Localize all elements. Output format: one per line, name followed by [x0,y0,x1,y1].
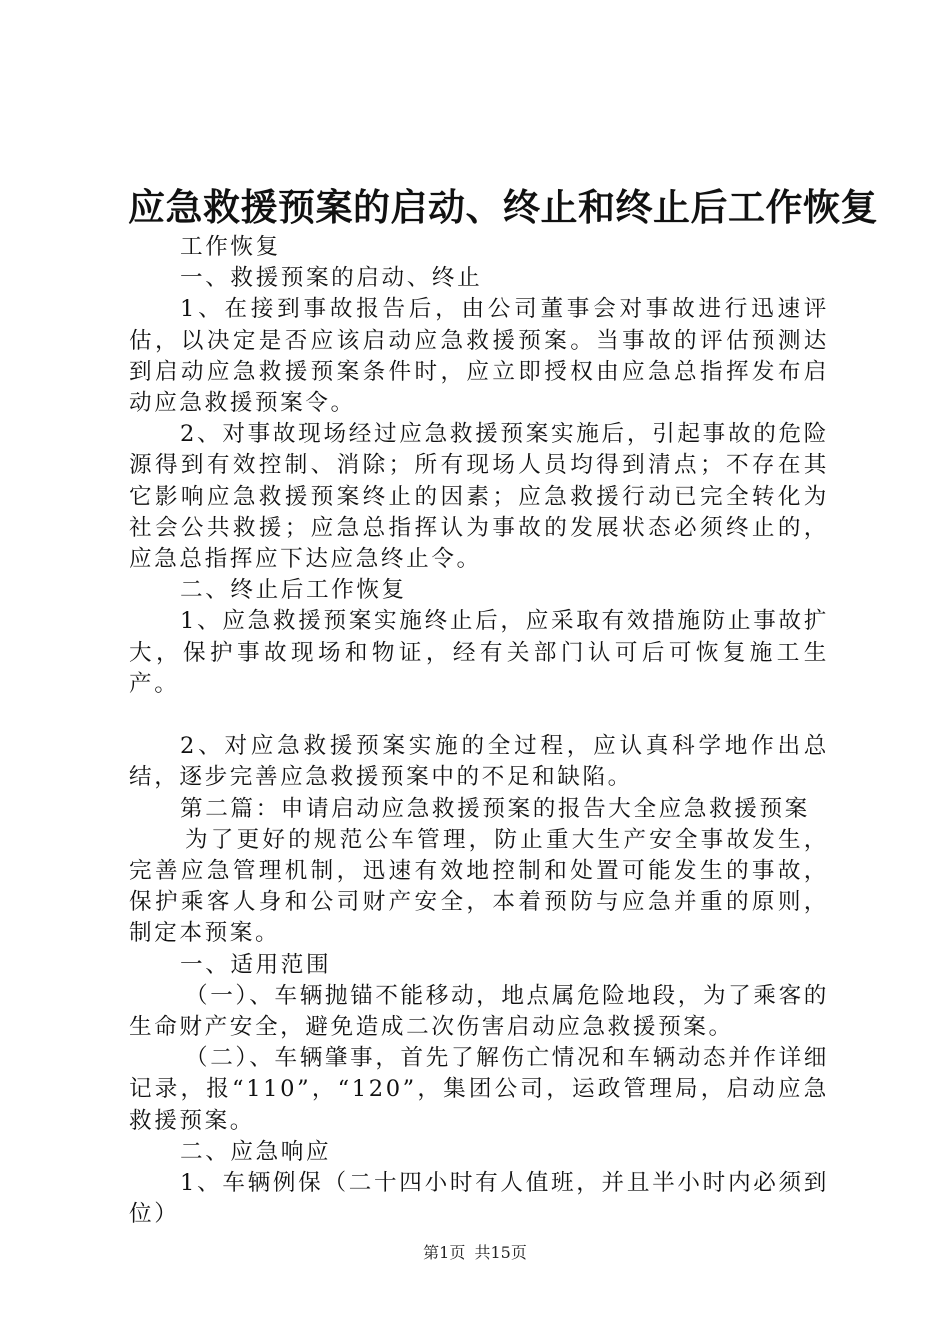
chapter-heading: 第二篇：申请启动应急救援预案的报告大全应急救援预案 [180,795,810,822]
paragraph: 2、对应急救援预案实施的全过程，应认真科学地作出总结，逐步完善应急救援预案中的不足和缺陷。 [129,733,829,791]
paragraph: 2、对事故现场经过应急救援预案实施后，引起事故的危险源得到有效控制、消除；所有现场人员均得到清点；不存在其它影响应急救援预案终止的因素；应急救援行动已完全转化为社会公共救援；应急总指挥认为事故的发展状态必须终止的，应急总指挥应下达应急终止令。 [129,421,829,573]
page-number: 第1页 [423,1243,466,1262]
paragraph-spacer [129,700,829,731]
paragraph-intro-heading: 工作恢复 [180,234,281,260]
section-heading-start-stop: 一、救援预案的启动、终止 [180,265,483,292]
document-body [129,232,829,1230]
paragraph: 1、车辆例保（二十四小时有人值班，并且半小时内必须到位） [129,1170,829,1228]
section-heading-response: 二、应急响应 [180,1138,332,1165]
section-heading-recovery: 二、终止后工作恢复 [180,577,407,604]
document-title: 应急救援预案的启动、终止和终止后工作恢复 [128,186,878,229]
page-footer [0,1243,950,1263]
paragraph: 为了更好的规范公车管理，防止重大生产安全事故发生，完善应急管理机制，迅速有效地控制和处置可能发生的事故，保护乘客人身和公司财产安全，本着预防与应急并重的原则，制定本预案。 [129,826,829,947]
paragraph: （二）、车辆肇事，首先了解伤亡情况和车辆动态并作详细记录，报“110”，“120”，集团公司，运政管理局，启动应急救援预案。 [129,1045,829,1134]
paragraph: 1、应急救援预案实施终止后，应采取有效措施防止事故扩大，保护事故现场和物证，经有关部门认可后可恢复施工生产。 [129,608,829,697]
page-total: 共15页 [474,1243,527,1262]
paragraph: 1、在接到事故报告后，由公司董事会对事故进行迅速评估，以决定是否应该启动应急救援预案。当事故的评估预测达到启动应急救援预案条件时，应立即授权由应急总指挥发布启动应急救援预案令。 [129,296,829,417]
paragraph: （一）、车辆抛锚不能移动，地点属危险地段，为了乘客的生命财产安全，避免造成二次伤害启动应急救援预案。 [129,982,829,1041]
section-heading-scope: 一、适用范围 [180,951,332,978]
